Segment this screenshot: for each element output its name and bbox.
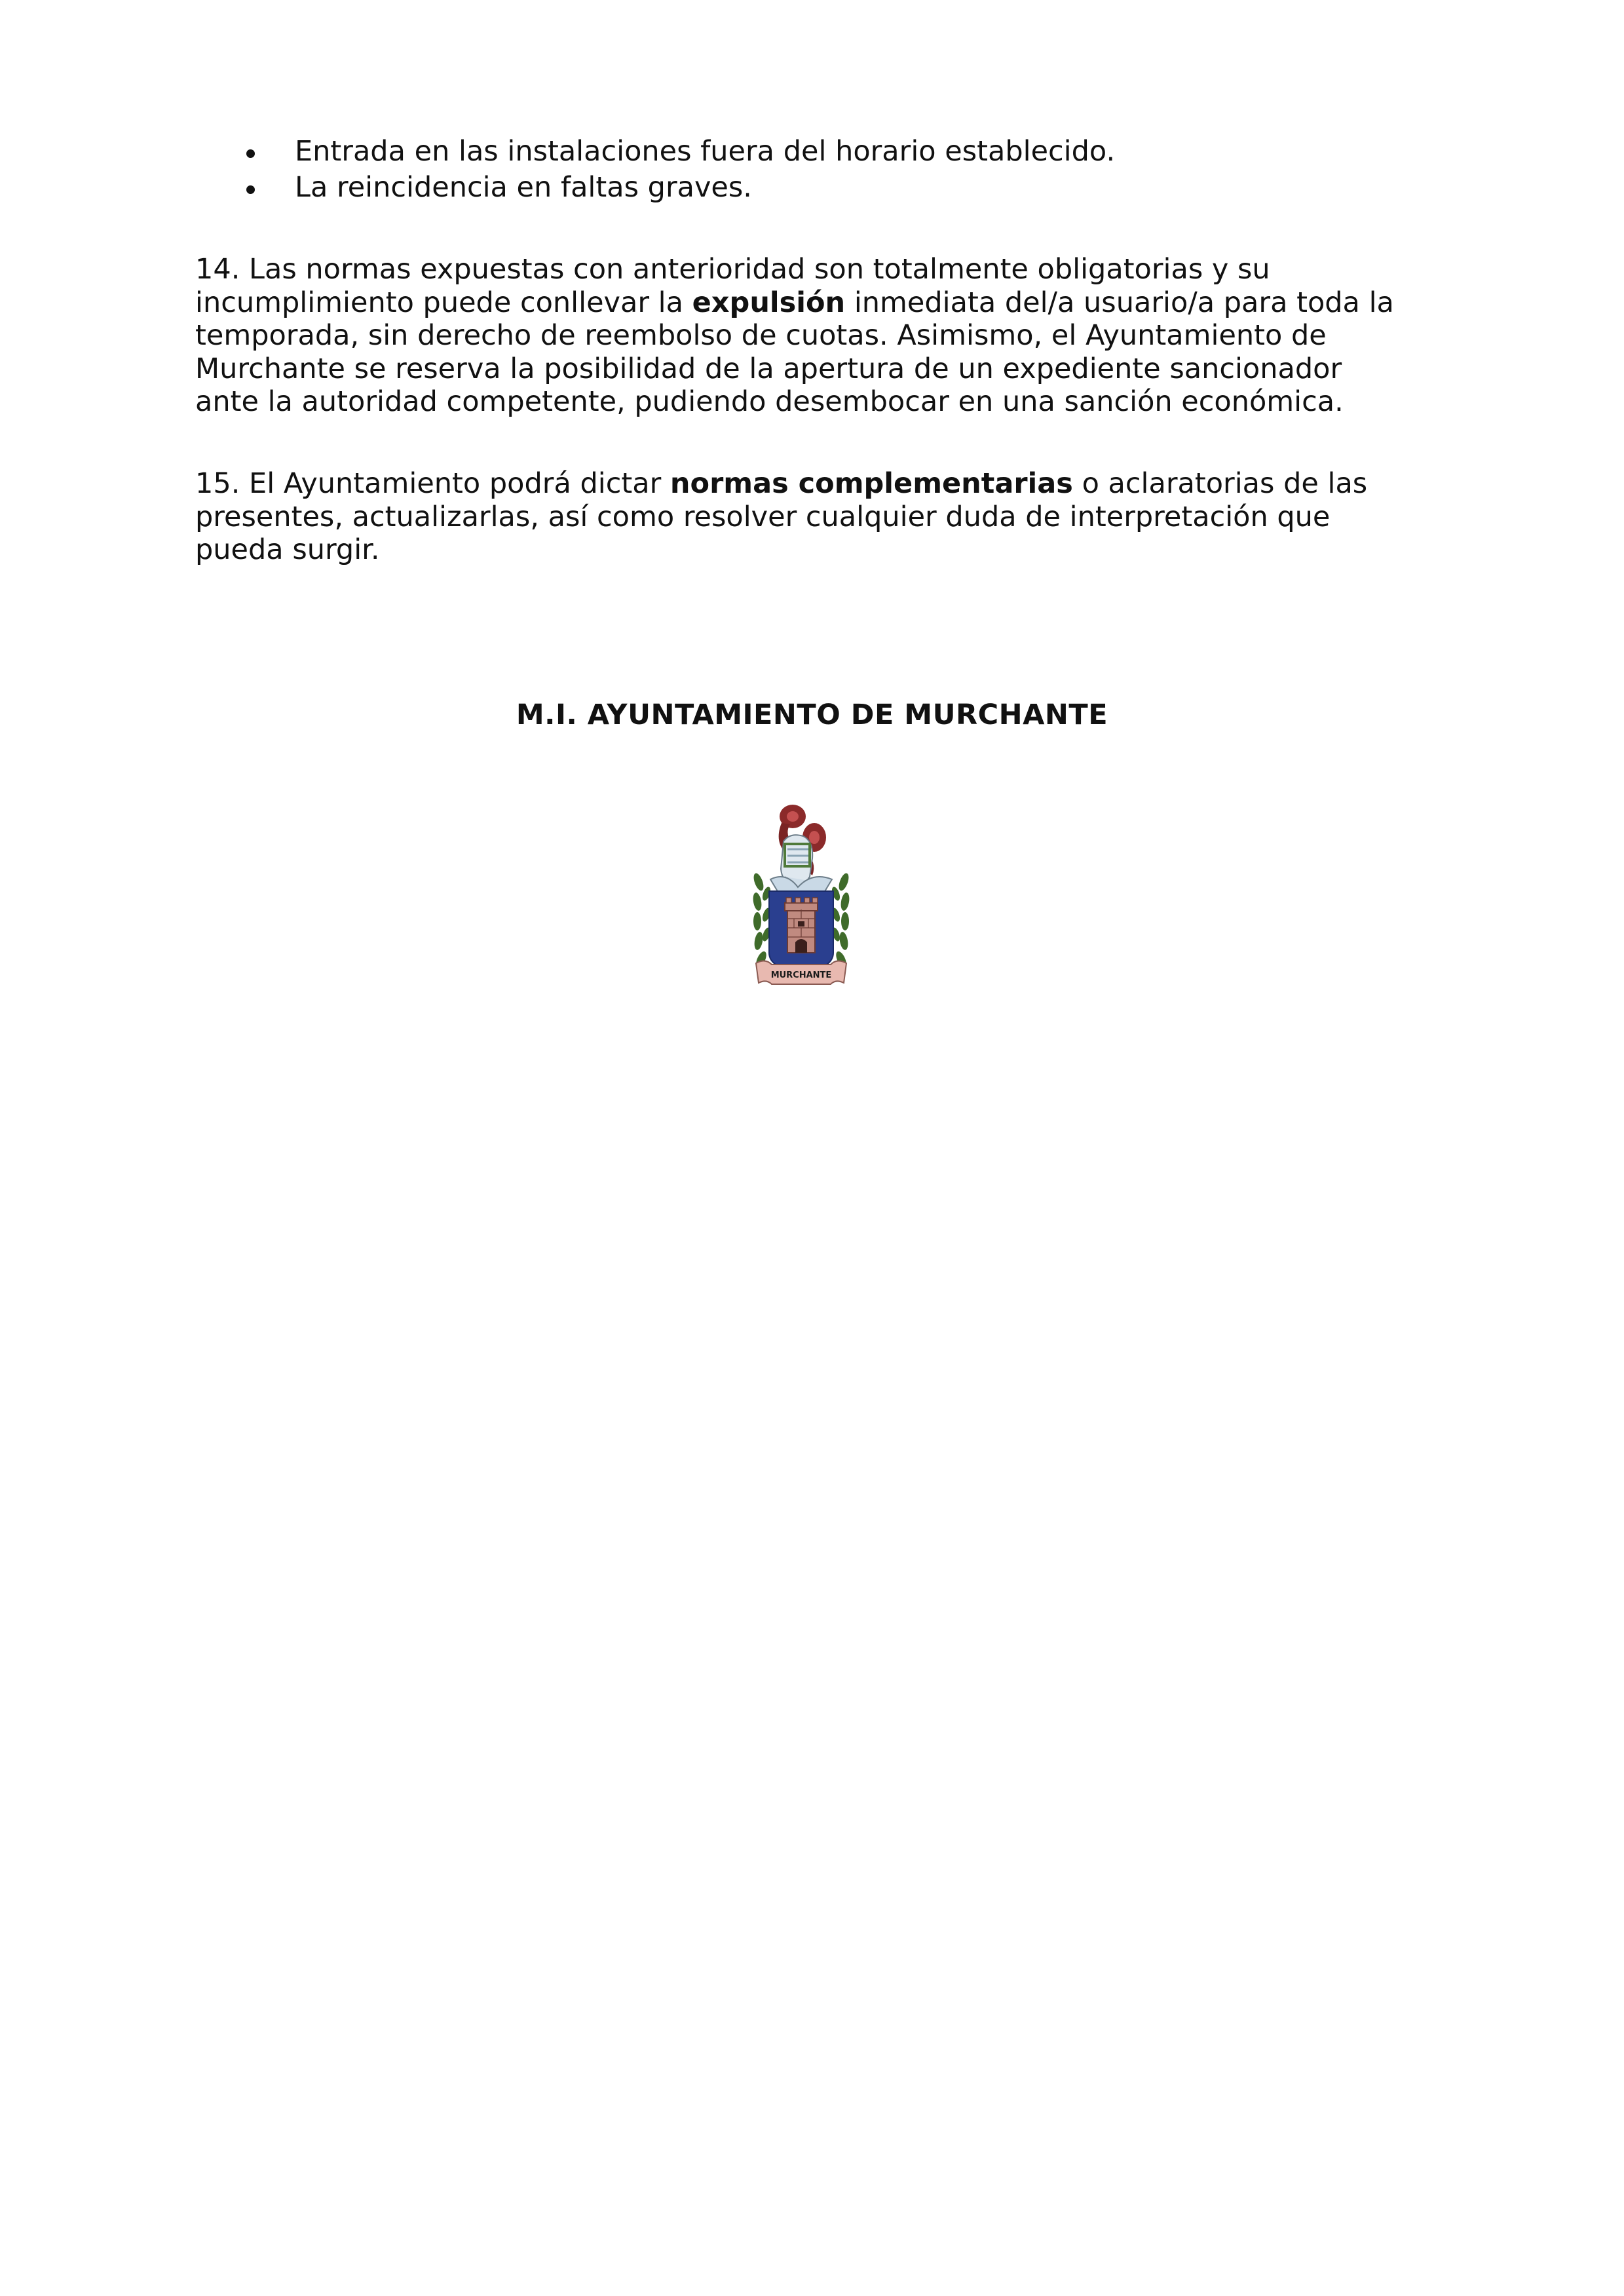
paragraph-line: ante la autoridad competente, pudiendo desembocar en una sanción económica.: [195, 385, 1344, 418]
paragraph-line: pueda surgir.: [195, 533, 380, 566]
paragraph-line: [195, 467, 1440, 501]
bullet-list: [195, 134, 1440, 206]
paragraph-line: temporada, sin derecho de reembolso de cuotas. Asimismo, el Ayuntamiento de: [195, 319, 1327, 352]
bullet-text: Entrada en las instalaciones fuera del horario establecido.: [295, 135, 1116, 168]
text-run: inmediata del/a usuario/a para toda la: [845, 286, 1394, 319]
list-item: [195, 134, 1440, 170]
list-item: [195, 170, 1440, 206]
banner: [756, 961, 846, 984]
paragraph-14: [195, 253, 1440, 419]
bullet-icon: [246, 149, 255, 158]
coat-of-arms-icon: [752, 803, 850, 991]
text-run: o aclaratorias de las: [1072, 467, 1368, 500]
shield: [769, 891, 833, 972]
paragraph-line: Murchante se reserva la posibilidad de la apertura de un expediente sancionador: [195, 352, 1342, 385]
paragraph-15: [195, 467, 1440, 567]
signature-title: M.I. AYUNTAMIENTO DE MURCHANTE: [516, 698, 1108, 731]
text-run: incumplimiento puede conllevar la: [195, 286, 692, 319]
bullet-text: La reincidencia en faltas graves.: [295, 171, 752, 204]
paragraph-line: presentes, actualizarlas, así como resolver cualquier duda de interpretación que: [195, 500, 1331, 533]
paragraph-line: 14. Las normas expuestas con anterioridad son totalmente obligatorias y su: [195, 253, 1270, 286]
paragraph-line: [195, 286, 1440, 320]
text-run: 15. El Ayuntamiento podrá dictar: [195, 467, 670, 500]
bold-term-normas: normas complementarias: [670, 467, 1073, 500]
crest-label: MURCHANTE: [770, 970, 832, 980]
bold-term-expulsion: expulsión: [692, 286, 846, 319]
bullet-icon: [246, 185, 255, 194]
